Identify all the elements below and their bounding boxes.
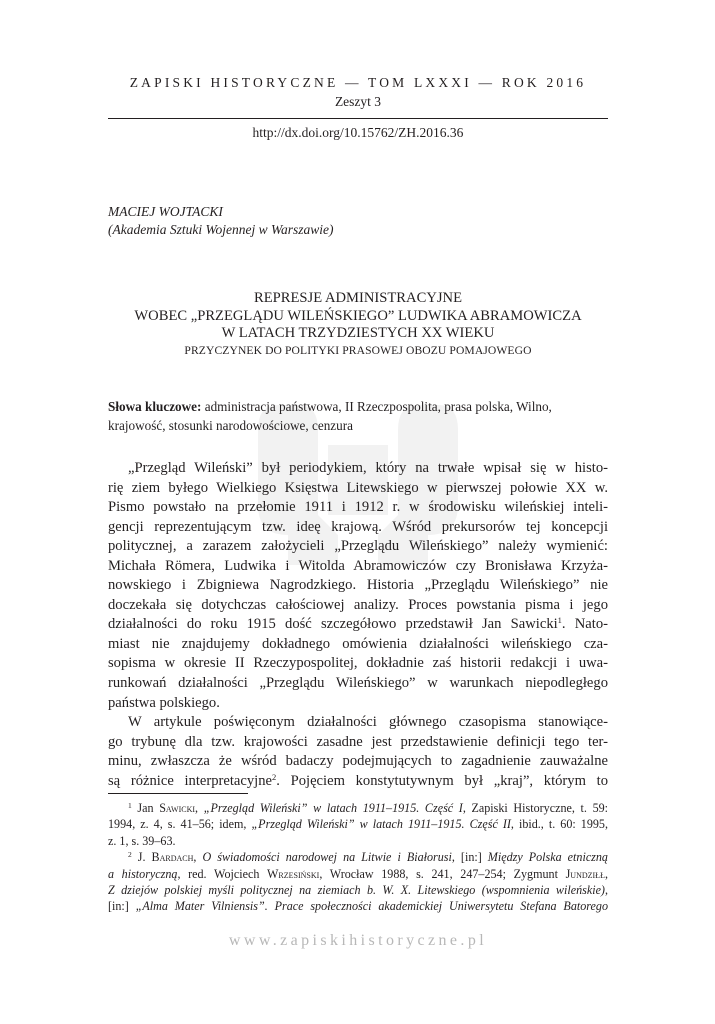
footnote-1 [108,800,608,816]
body-line: Michała Römera, Ludwika i Witolda Abramowiczów czy Bronisława Krzyża- [108,557,608,574]
author-name: MACIEJ WOJTACKI [108,204,223,219]
footnote-title: „Alma Mater Vilniensis”. Prace społeczności akademickiej Uniwersytetu Stefana Batorego [135,899,608,914]
footnote-author: Wrzesiński [267,866,320,881]
body-line: gencji reprezentującym tzw. ideę krajową. Wśród prekursorów tej koncepcji [108,518,608,535]
footnote-text: Jan [131,801,160,815]
body-line: Pismo powstało na przełomie 1911 i 1912 r. w środowisku wileńskiej inteli- [108,499,608,516]
footnote-title: Z dziejów polskiej myśli politycznej na ziemiach b. W. X. Litewskiego (wspomnienia wileńskie) [108,882,605,897]
article-body [108,459,608,791]
body-text: działalności do roku 1915 dość szczegółowo przedstawił Jan Sawicki [108,616,558,633]
body-line: go trybunę dla tzw. krajowości zasadne jest przedstawienie definicji tego ter- [108,733,608,750]
author-affiliation: (Akademia Sztuki Wojennej w Warszawie) [108,222,334,237]
footnote-text: , Wrocław 1988, s. 241, 247–254; Zygmunt [319,866,566,881]
journal-header: ZAPISKI HISTORYCZNE — TOM LXXXI — ROK 2016 [129,75,587,90]
body-line: doczekała się dotychczas całościowej analizy. Proces powstania pisma i jego [108,596,608,613]
footnote-text: 1994, z. 4, s. 41–56; idem, [108,817,252,832]
footnote-text: [in:] [108,899,136,914]
footnote-2 [108,849,608,865]
footnote-title: „Przegląd Wileński” w latach 1911–1915. Część II [251,817,511,832]
body-line: W artykule poświęconym działalności głównego czasopisma stanowiące- [128,714,608,731]
body-line: politycznej, a zarazem założycieli „Przeglądu Wileńskiego” należy wymienić: [108,538,608,555]
body-line: sopisma w okresie II Rzeczypospolitej, dokładnie zaś historii redakcji i uwa- [108,655,608,672]
doi-link[interactable]: http://dx.doi.org/10.15762/ZH.2016.36 [252,125,464,140]
footnote-text: , [604,882,608,897]
footnote-line: z. 1, s. 39–63. [108,833,176,848]
footnote-author: Jundziłł [565,866,605,881]
footnote-line [108,866,608,882]
footnote-author: Sawicki [159,801,196,815]
footnote-text: , [195,801,204,815]
footnote-title: a historyczną [108,866,178,881]
body-line [108,772,608,792]
footnote-text: , [in:] [451,850,488,865]
keywords-label: Słowa kluczowe: [108,399,202,414]
body-line: miast nie znajdujemy dokładnego omówienia działalności wileńskiego cza- [108,635,608,652]
title-line: W LATACH TRZYDZIESTYCH XX WIEKU [221,325,495,341]
footnote-ref-2[interactable]: 2 [272,771,277,782]
footnote-number: 1 [128,801,132,810]
footnotes [108,800,608,915]
footnote-text: , ibid., t. 60: 1995, [510,817,608,832]
article-title [100,290,616,359]
website-footer[interactable]: www.zapiskihistoryczne.pl [228,932,488,949]
footnote-line [108,882,608,898]
footnote-text: , [193,850,203,865]
keywords-text: administracja państwowa, II Rzeczpospolita, prasa polska, Wilno, [201,399,552,414]
issue-number: Zeszyt 3 [334,94,382,109]
body-text: . Pojęciem konstytutywnym był „kraj”, którym to [276,772,608,789]
body-line: minu, zwłaszcza że wśród badaczy podejmujących to zagadnienie zauważalne [108,753,608,770]
body-text: . Nato- [561,616,608,633]
body-line: „Przegląd Wileński” był periodykiem, który na trwałe wpisał się w histo- [128,460,608,476]
footnote-text: , [604,866,608,881]
footnote-title: „Przegląd Wileński” w latach 1911–1915. Część I [203,801,463,815]
footnote-author: Bardach [151,850,194,865]
footnote-ref-1[interactable]: 1 [557,615,562,626]
footnote-text: J. [131,850,152,865]
keywords-text: krajowość, stosunki narodowościowe, cenzura [108,418,353,433]
header-rule [108,118,608,119]
body-line: runkowań działalności „Przeglądu Wileńskiego” w warunkach niepodległego [108,675,608,692]
footnote-text: , Zapiski Historyczne, t. 59: [462,801,608,815]
body-line: państwa polskiego. [108,694,220,711]
title-line: REPRESJE ADMINISTRACYJNE [254,290,462,306]
footnote-number: 2 [128,850,132,860]
body-line [108,615,608,635]
body-text: są różnice interpretacyjne [108,772,273,789]
keywords [108,397,608,435]
footnote-title: Między Polska etniczną [487,850,608,865]
footnote-text: , red. Wojciech [177,866,268,881]
footnote-line [108,898,608,914]
body-line: rię ziem byłego Wielkiego Księstwa Litewskiego w pierwszej połowie XX w. [108,479,608,496]
article-subtitle: PRZYCZYNEK DO POLITYKI PRASOWEJ OBOZU POMAJOWEGO [184,343,532,357]
footnote-title: O świadomości narodowej na Litwie i Białorusi [202,850,452,865]
body-line: nowskiego i Zbigniewa Nagrodzkiego. Historia „Przeglądu Wileńskiego” nie [108,577,608,594]
title-line: WOBEC „PRZEGLĄDU WILEŃSKIEGO” LUDWIKA ABRAMOWICZA [134,307,582,324]
footnote-line [108,816,608,832]
